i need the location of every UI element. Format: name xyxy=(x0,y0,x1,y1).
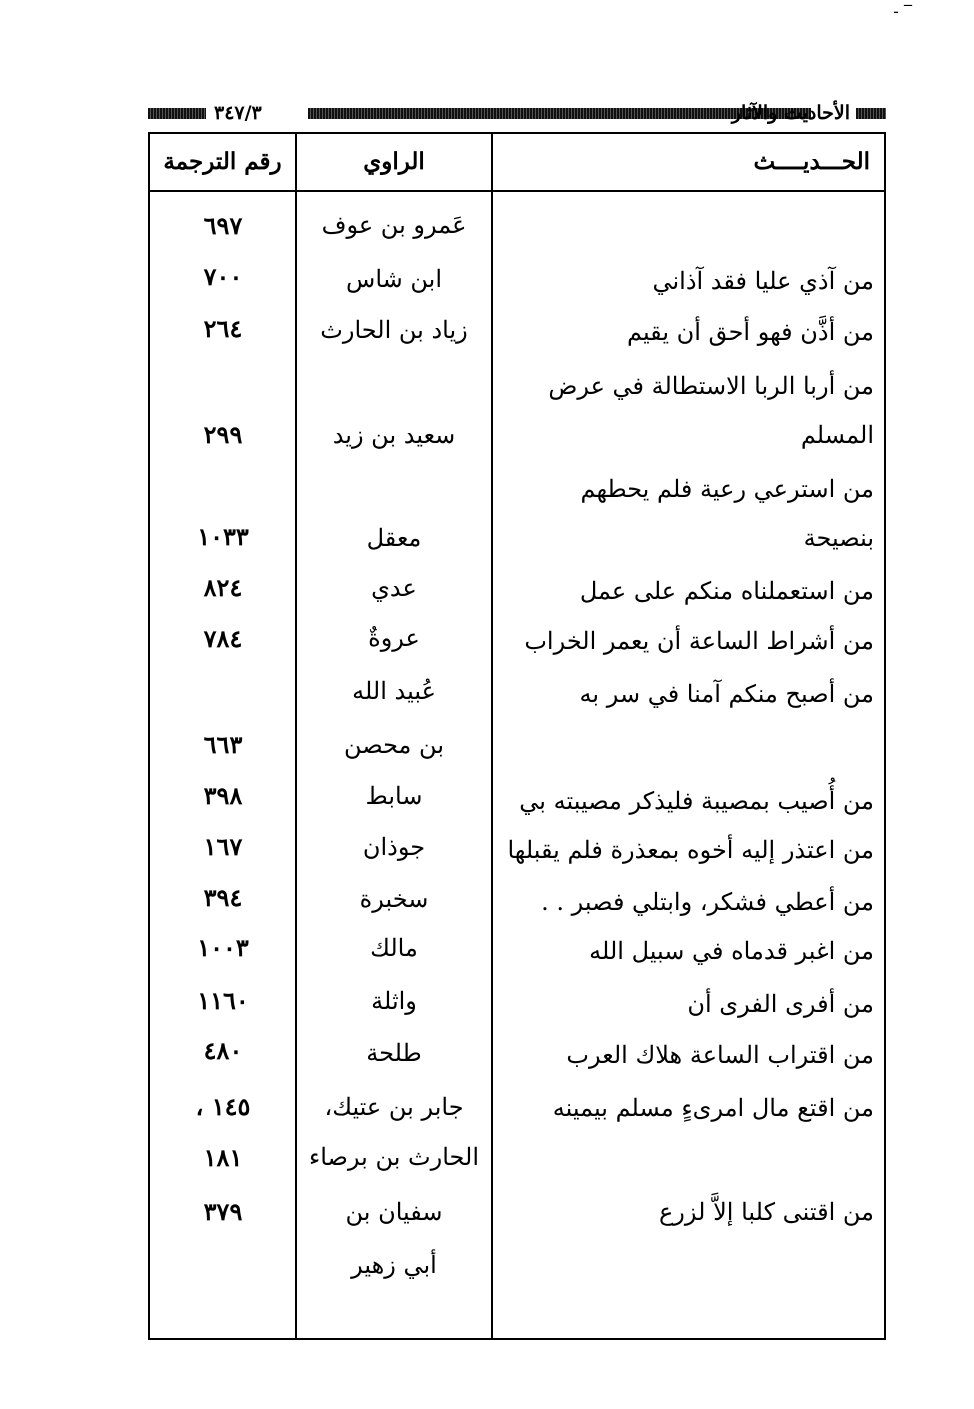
hadith-line: بنصيحة xyxy=(803,524,874,552)
header-row-divider xyxy=(150,190,884,192)
tarjama-number: ٧٨٤ xyxy=(203,624,243,653)
page-reference: ٣٤٧/٣ xyxy=(214,102,262,124)
tarjama-number: ١٨١ xyxy=(203,1143,243,1172)
column-header-rawi: الراوي xyxy=(363,148,425,175)
tarjama-number: ٨٢٤ xyxy=(203,573,243,602)
rawi-line: عدي xyxy=(371,574,417,602)
rawi-line: مالك xyxy=(370,934,418,962)
rawi-line: طلحة xyxy=(366,1039,422,1067)
tarjama-number: ٦٦٣ xyxy=(203,730,243,759)
tarjama-number: ٢٦٤ xyxy=(203,314,243,343)
hadith-line: من آذي عليا فقد آذاني xyxy=(652,267,874,295)
hadith-line: من أشراط الساعة أن يعمر الخراب xyxy=(524,627,874,655)
tarjama-number: ٤٨٠ xyxy=(203,1036,243,1065)
tarjama-number: ٣٧٩ xyxy=(203,1197,243,1226)
rawi-line: ابن شاس xyxy=(346,265,442,293)
column-divider-2 xyxy=(491,134,493,1338)
hadith-line: من استرعي رعية فلم يحطهم xyxy=(580,475,874,503)
hadith-line: من اقتع مال امرىءٍ مسلم بيمينه xyxy=(552,1094,874,1122)
rawi-line: أبي زهير xyxy=(351,1251,437,1279)
hadith-line: من اعتذر إليه أخوه بمعذرة فلم يقبلها xyxy=(507,836,874,864)
hadith-line: من اقتراب الساعة هلاك العرب xyxy=(566,1041,874,1069)
tarjama-number: ٣٩٤ xyxy=(203,883,243,912)
tarjama-number: ١٦٧ xyxy=(203,832,243,861)
tarjama-number: ١٠٣٣ xyxy=(197,522,249,551)
rawi-line: واثلة xyxy=(371,987,417,1015)
hadith-line: من أفرى الفرى أن xyxy=(687,990,874,1018)
rawi-line: بن محصن xyxy=(343,731,444,759)
header-title: الأحاديث والآثار xyxy=(731,102,850,124)
header-rule-left xyxy=(148,108,206,119)
rawi-line: عَمرو بن عوف xyxy=(321,211,467,239)
rawi-line: سعيد بن زيد xyxy=(332,421,456,449)
hadith-line: من استعملناه منكم على عمل xyxy=(579,577,874,605)
tarjama-number: ٣٩٨ xyxy=(203,781,243,810)
rawi-line: الحارث بن برصاء xyxy=(308,1143,480,1171)
rawi-line: جابر بن عتيك، xyxy=(324,1093,464,1121)
column-header-hadith: الحـــديــــث xyxy=(753,148,870,175)
rawi-line: معقل xyxy=(366,524,422,552)
hadith-line: من أذَّن فهو أحق أن يقيم xyxy=(626,318,874,346)
hadith-line: من أصبح منكم آمنا في سر به xyxy=(579,680,874,708)
rawi-line: زياد بن الحارث xyxy=(320,316,468,344)
index-table xyxy=(148,132,886,1340)
rawi-line: سابط xyxy=(365,782,423,810)
corner-mark: - ‾ xyxy=(893,2,912,21)
rawi-line: جوذان xyxy=(362,833,426,861)
hadith-line: من أربا الربا الاستطالة في عرض xyxy=(548,372,874,400)
tarjama-number: ٧٠٠ xyxy=(203,262,243,291)
hadith-line: من اقتنى كلبا إلاَّ لزرع xyxy=(658,1198,874,1226)
rawi-line: عروةٌ xyxy=(368,624,420,652)
rawi-line: عُبيد الله xyxy=(352,677,436,705)
tarjama-number: ٦٩٧ xyxy=(203,211,243,240)
tarjama-number: ١٤٥ ، xyxy=(195,1092,251,1121)
hadith-line: من اغبر قدماه في سبيل الله xyxy=(589,937,874,965)
tarjama-number: ١١٦٠ xyxy=(197,986,249,1015)
running-header xyxy=(148,100,886,126)
tarjama-number: ١٠٠٣ xyxy=(197,933,249,962)
hadith-line: من أعطي فشكر، وابتلي فصبر . . xyxy=(541,888,874,916)
rawi-line: سخبرة xyxy=(359,885,429,913)
hadith-line: من أُصيب بمصيبة فليذكر مصيبته بي xyxy=(519,787,874,815)
column-header-tarjama: رقم الترجمة xyxy=(163,148,282,175)
rawi-line: سفيان بن xyxy=(345,1198,443,1226)
tarjama-number: ٢٩٩ xyxy=(203,420,243,449)
header-rule-right xyxy=(856,108,886,119)
hadith-line: المسلم xyxy=(800,421,874,449)
